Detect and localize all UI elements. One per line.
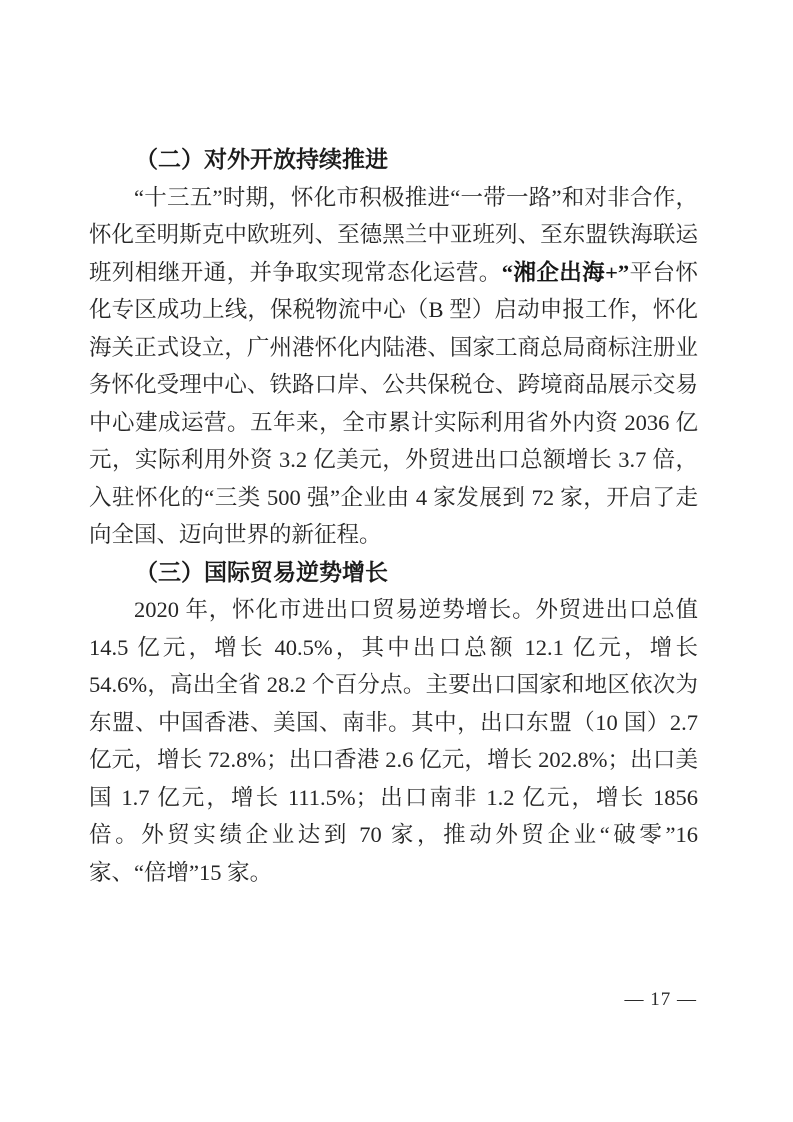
paragraph-text-end: 平台怀化专区成功上线，保税物流中心（B 型）启动申报工作，怀化海关正式设立，广州港怀化内陆港、国家工商总局商标注册业务怀化受理中心、铁路口岸、公共保税仓、跨境商品展示交易中心建成运营。五年来，全市累计实际利用省外内资 2036 亿元，实际利用外资 3.2 亿美元，外贸进出口总额增长 3.7 倍，入驻怀化的“三类 500 强”企业由 4 家发展到 72 家，开启了走向全国、迈向世界的新征程。	[89, 259, 698, 547]
paragraph-bold-phrase: “湘企出海+”	[501, 259, 630, 285]
document-body	[89, 141, 698, 891]
page-number: — 17 —	[624, 989, 697, 1010]
section-heading-opening-up: （二）对外开放持续推进	[135, 147, 388, 172]
section-heading-trade-growth: （三）国际贸易逆势增长	[135, 559, 388, 585]
paragraph-opening-up	[89, 179, 698, 554]
paragraph-trade-growth: 2020 年，怀化市进出口贸易逆势增长。外贸进出口总值 14.5 亿元，增长 40.5%，其中出口总额 12.1 亿元，增长 54.6%，高出全省 28.2 个百分点。主要出口国家和地区依次为东盟、中国香港、美国、南非。其中，出口东盟（10 国）2.7 亿元，增长 72.8%；出口香港 2.6 亿元，增长 202.8%；出口美国 1.7 亿元，增长 111.5%；出口南非 1.2 亿元，增长 1856 倍。外贸实绩企业达到 70 家，推动外贸企业“破零”16 家、“倍增”15 家。	[89, 597, 698, 885]
paragraph-text-start: “十三五”时期，怀化市积极推进“一带一路”和对非合作，怀化至明斯克中欧班列、至德黑兰中亚班列、至东盟铁海联运班列相继开通，并争取实现常态化运营。	[89, 184, 698, 285]
